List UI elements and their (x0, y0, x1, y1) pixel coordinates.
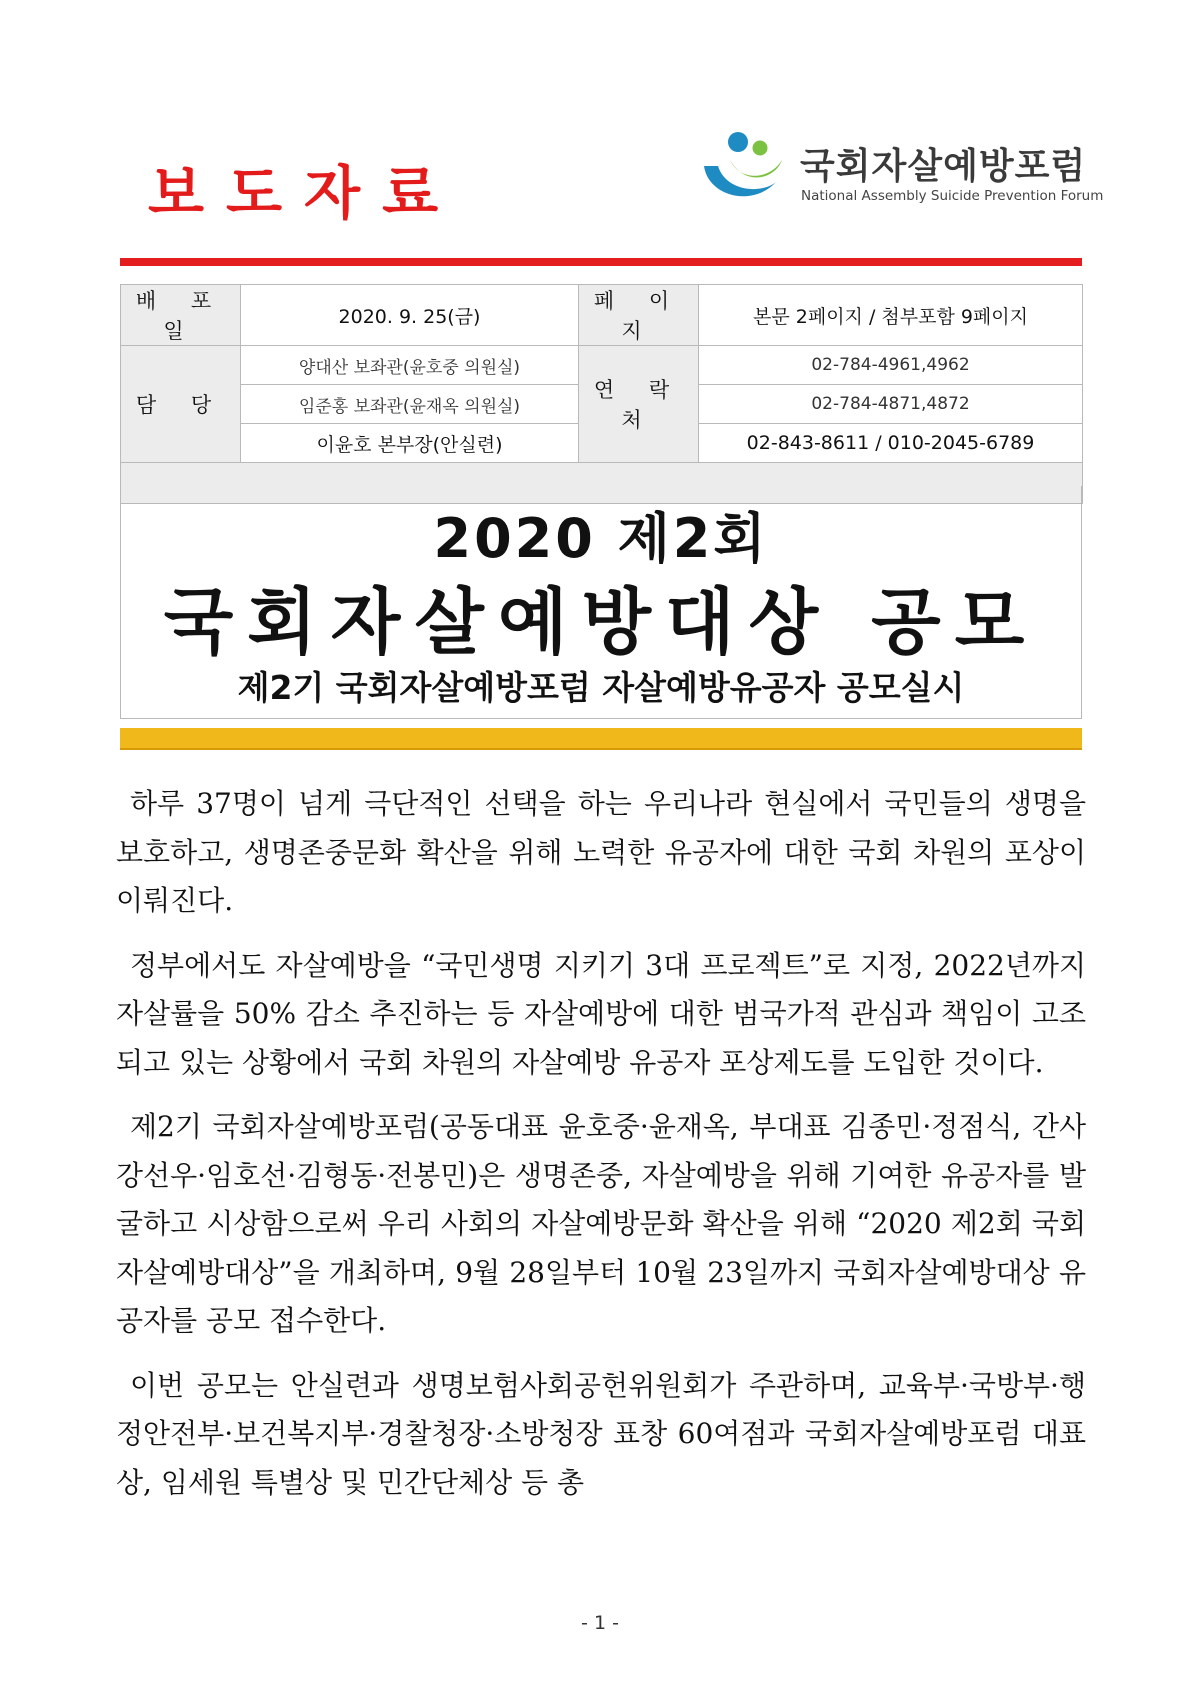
main-title: 국회자살예방대상 공모 (163, 580, 1039, 664)
contact-phone-3: 02-843-8611 / 010-2045-6789 (699, 424, 1083, 463)
release-row (121, 285, 1083, 346)
subtitle: 제2기 국회자살예방포럼 자살예방유공자 공모실시 (237, 668, 965, 707)
forum-logo-english-name: National Assembly Suicide Prevention Forum (801, 188, 1104, 204)
contact-person-3: 이윤호 본부장(안실련) (241, 424, 579, 463)
paragraph: 정부에서도 자살예방을 “국민생명 지키기 3대 프로젝트”로 지정, 2022년까지 자살률을 50% 감소 추진하는 등 자살예방에 대한 범국가적 관심과 책임이 고조되고 있는 상황에서 국회 차원의 자살예방 유공자 포상제도를 도입한 것이다. (116, 948, 1086, 1079)
article-body (116, 780, 1086, 1523)
release-date-value: 2020. 9. 25(금) (241, 285, 579, 346)
title-box (120, 486, 1082, 719)
contact-phone-2: 02-784-4871,4872 (699, 385, 1083, 424)
contact-person-2: 임준홍 보좌관(윤재옥 의원실) (241, 385, 579, 424)
forum-logo-icon (700, 130, 786, 206)
gold-divider (120, 728, 1082, 750)
release-info-table (120, 284, 1083, 504)
contact-person-label: 담 당 (121, 346, 241, 463)
paragraph: 하루 37명이 넘게 극단적인 선택을 하는 우리나라 현실에서 국민들의 생명을 보호하고, 생명존중문화 확산을 위해 노력한 유공자에 대한 국회 차원의 포상이 이뤄진다. (116, 787, 1086, 917)
contact-row (121, 346, 1083, 385)
contact-label: 연 락 처 (579, 346, 699, 463)
release-date-label: 배 포 일 (121, 285, 241, 346)
pages-value: 본문 2페이지 / 첨부포함 9페이지 (699, 285, 1083, 346)
forum-logo-name: 국회자살예방포럼 (800, 146, 1087, 187)
title-line-1: 2020 제2회 (433, 507, 769, 570)
page-number: - 1 - (581, 1612, 619, 1634)
contact-phone-1: 02-784-4961,4962 (699, 346, 1083, 385)
paragraph: 제2기 국회자살예방포럼(공동대표 윤호중·윤재옥, 부대표 김종민·정점식, 간사 강선우·임호선·김형동·전봉민)은 생명존중, 자살예방을 위해 기여한 유공자를 발굴하고 시상함으로써 우리 사회의 자살예방문화 확산을 위해 “2020 제2회 국회자살예방대상”을 개최하며, 9월 28일부터 10월 23일까지 국회자살예방대상 유공자를 공모 접수한다. (116, 1110, 1086, 1337)
paragraph: 이번 공모는 안실련과 생명보험사회공헌위원회가 주관하며, 교육부·국방부·행정안전부·보건복지부·경찰청장·소방청장 표창 60여점과 국회자살예방포럼 대표상, 임세원 특별상 및 민간단체상 등 총 (116, 1368, 1086, 1499)
press-release-label: 보도자료 (148, 159, 461, 227)
red-divider (120, 258, 1082, 266)
forum-logo (700, 126, 1104, 206)
pages-label: 페 이 지 (579, 285, 699, 346)
contact-person-1: 양대산 보좌관(윤호중 의원실) (241, 346, 579, 385)
